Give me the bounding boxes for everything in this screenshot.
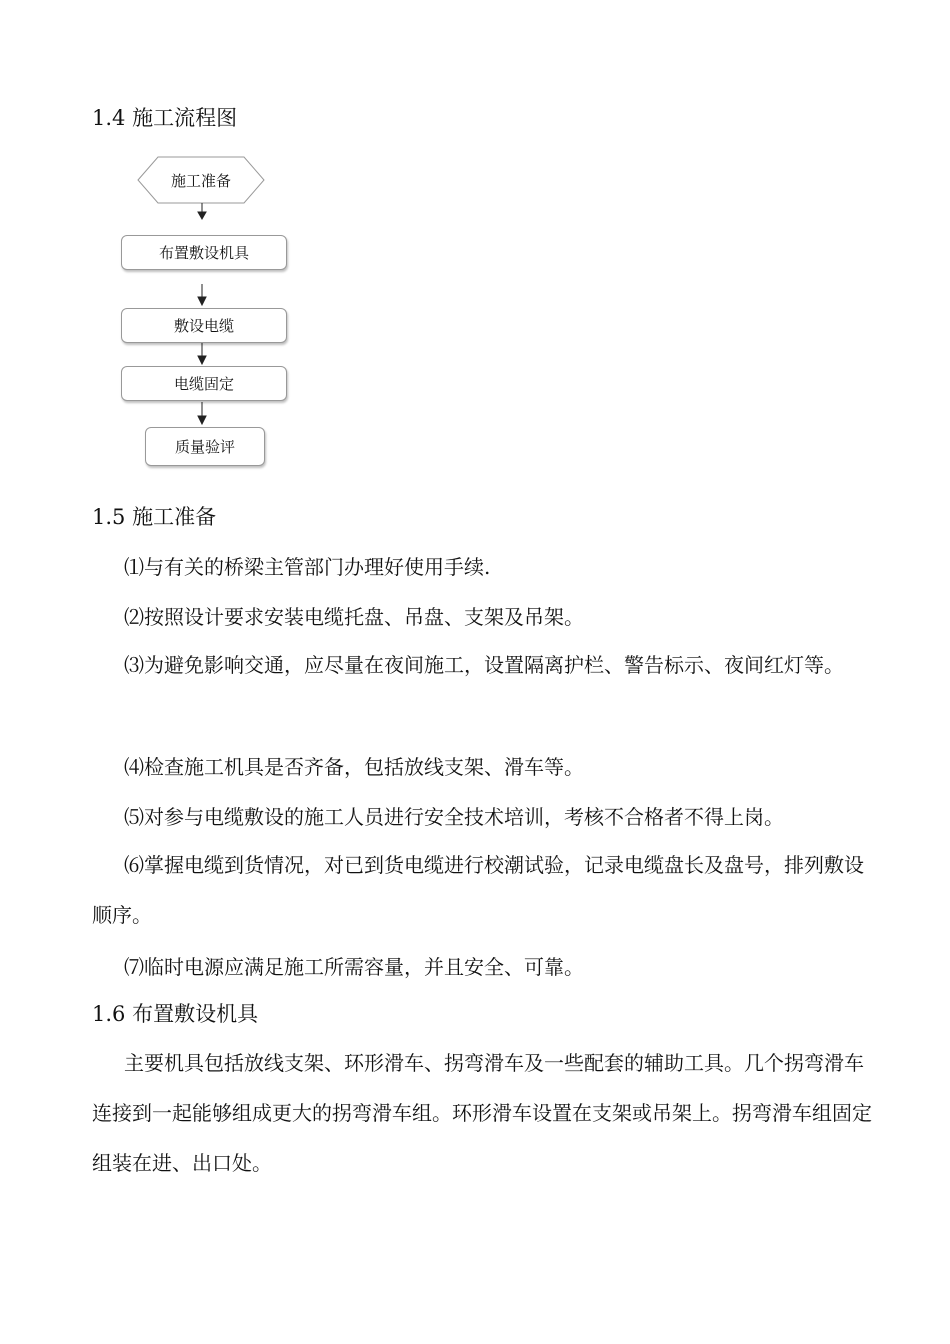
section-1-5-title: 1.5 施工准备 [92,505,217,529]
flowchart-arrow [198,203,206,219]
prep-item-6: ⑹掌握电缆到货情况，对已到货电缆进行校潮试验，记录电缆盘长及盘号，排列敷设顺序。 [92,853,864,927]
flowchart-start: 施工准备 [170,171,231,190]
flowchart-arrow [198,284,206,305]
flowchart-step-2: 敷设电缆 [121,308,287,343]
flowchart-step-3: 电缆固定 [121,366,287,401]
prep-item-2: ⑵按照设计要求安装电缆托盘、吊盘、支架及吊架。 [124,605,584,629]
flowchart-step-1: 布置敷设机具 [121,235,287,270]
prep-item-4: ⑷检查施工机具是否齐备，包括放线支架、滑车等。 [124,755,584,779]
flowchart-arrow [198,343,206,364]
prep-item-1: ⑴与有关的桥梁主管部门办理好使用手续. [124,555,491,579]
tools-paragraph: 主要机具包括放线支架、环形滑车、拐弯滑车及一些配套的辅助工具。几个拐弯滑车连接到一起能够组成更大的拐弯滑车组。环形滑车设置在支架或吊架上。拐弯滑车组固定组装在进、出口处。 [92,1051,872,1175]
flowchart-step-4: 质量验评 [145,427,265,466]
prep-item-3: ⑶为避免影响交通，应尽量在夜间施工，设置隔离护栏、警告标示、夜间红灯等。 [124,653,844,677]
section-1-6-title: 1.6 布置敷设机具 [92,1002,259,1026]
prep-item-5: ⑸对参与电缆敷设的施工人员进行安全技术培训，考核不合格者不得上岗。 [124,805,784,829]
flowchart-arrow [198,402,206,424]
section-1-4-title: 1.4 施工流程图 [92,106,238,130]
prep-item-7: ⑺临时电源应满足施工所需容量，并且安全、可靠。 [124,955,584,979]
